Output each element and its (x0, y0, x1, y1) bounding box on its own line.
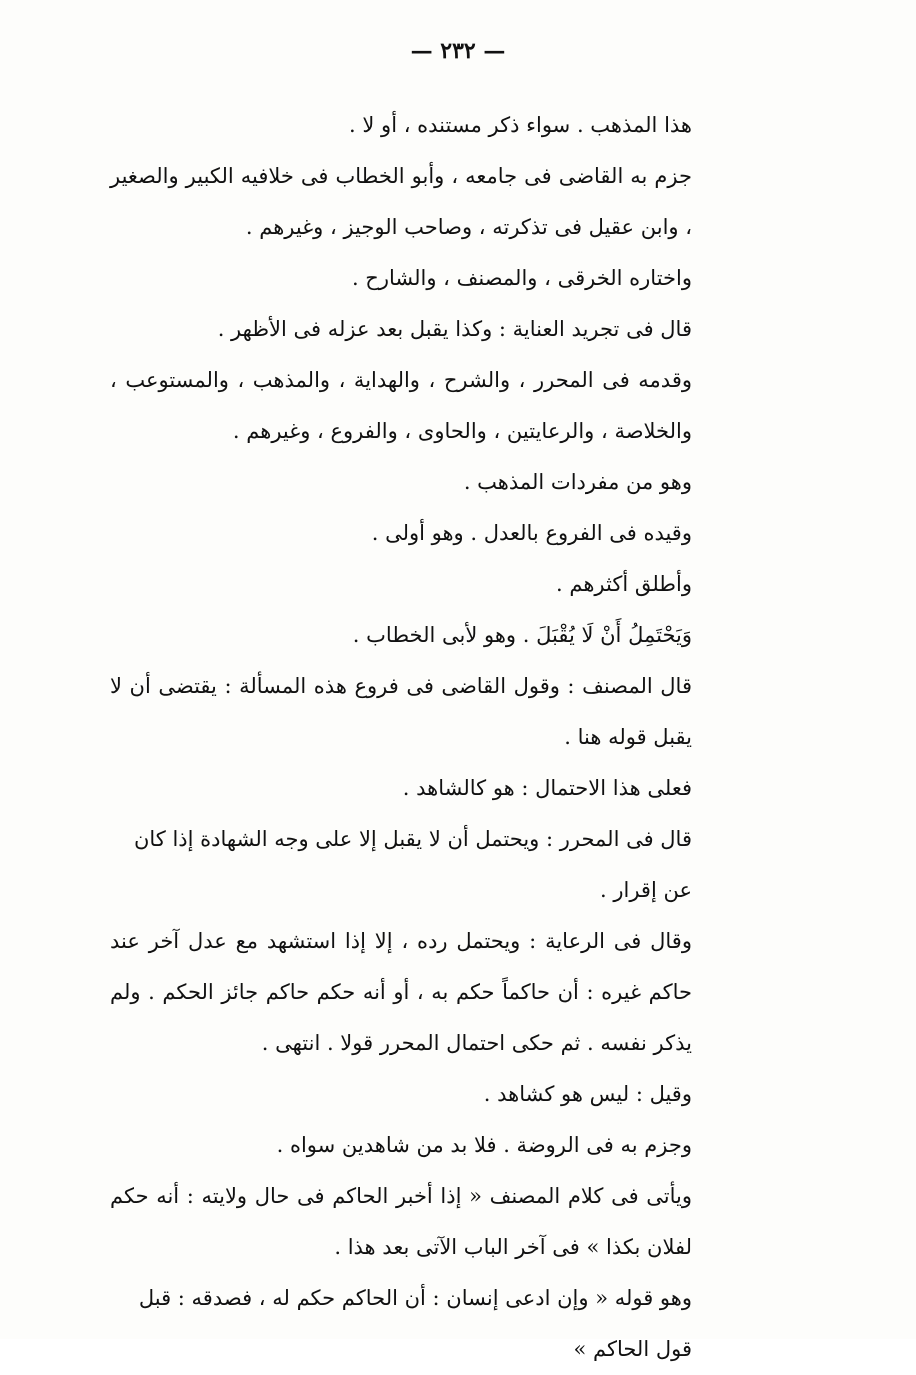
paragraph: وقيده فى الفروع بالعدل . وهو أولى . (371, 521, 692, 545)
paragraph: وقيل : ليس هو كشاهد . (483, 1082, 692, 1106)
paragraph: فعلى هذا الاحتمال : هو كالشاهد . (402, 776, 692, 800)
paragraph: قال فى تجريد العناية : وكذا يقبل بعد عزله فى الأظهر . (217, 317, 692, 341)
paragraph: وأطلق أكثرهم . (556, 572, 692, 596)
paragraph: وهو قوله « وإن ادعى إنسان : أن الحاكم حكم له ، فصدقه : قبل قول الحاكم » (138, 1286, 692, 1361)
body-text (110, 100, 762, 1375)
page-number: — ٢٣٢ — (410, 38, 506, 64)
paragraph: وقال فى الرعاية : ويحتمل رده ، إلا إذا استشهد مع عدل آخر عند حاكم غيره : أن حاكماً حكم به ، أو أنه حكم حاكم جائز الحكم . ولم يذكر نفسه . ثم حكى احتمال المحرر قولا . انتهى . (110, 929, 692, 1055)
paragraph: وقدمه فى المحرر ، والشرح ، والهداية ، والمذهب ، والمستوعب ، والخلاصة ، والرعايتين ، والحاوى ، والفروع ، وغيرهم . (110, 368, 692, 443)
paragraph: واختاره الخرقى ، والمصنف ، والشارح . (351, 266, 692, 290)
paragraph: وَيَحْتَمِلُ أَنْ لَا يُقْبَلَ . وهو لأبى الخطاب . (352, 623, 692, 647)
paragraph: ويأتى فى كلام المصنف « إذا أخبر الحاكم فى حال ولايته : أنه حكم لفلان بكذا » فى آخر الباب الآتى بعد هذا . (110, 1184, 692, 1259)
paragraph: قال فى المحرر : ويحتمل أن لا يقبل إلا على وجه الشهادة إذا كان عن إقرار . (133, 827, 692, 902)
paragraph: هذا المذهب . سواء ذكر مستنده ، أو لا . (349, 113, 692, 137)
paragraph: وجزم به فى الروضة . فلا بد من شاهدين سواه . (276, 1133, 692, 1157)
paragraph: قال المصنف : وقول القاضى فى فروع هذه المسألة : يقتضى أن لا يقبل قوله هنا . (110, 674, 692, 749)
paragraph: جزم به القاضى فى جامعه ، وأبو الخطاب فى خلافيه الكبير والصغير ، وابن عقيل فى تذكرته ، وصاحب الوجيز ، وغيرهم . (110, 164, 692, 239)
paragraph: وهو من مفردات المذهب . (463, 470, 692, 494)
